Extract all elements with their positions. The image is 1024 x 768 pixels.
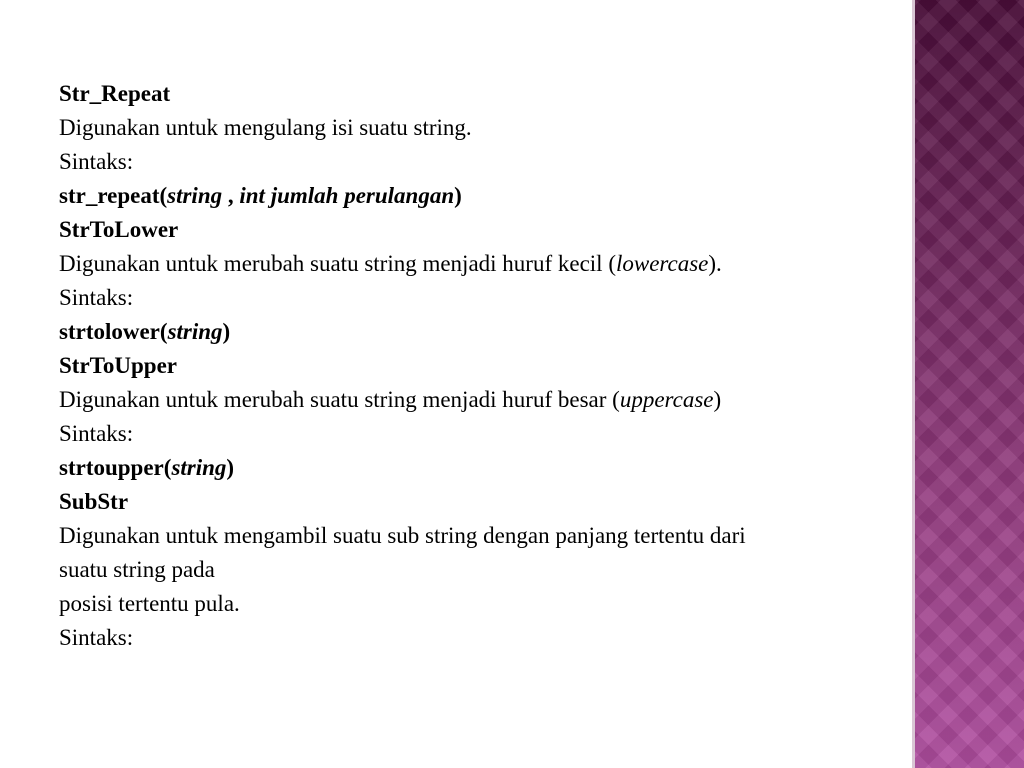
description-text: ) [713, 387, 722, 412]
description-emphasis: uppercase [619, 387, 714, 412]
description-substr-line-1: Digunakan untuk mengambil suatu sub string dengan panjang tertentu dari [59, 523, 746, 548]
syntax-strtolower [59, 315, 909, 349]
heading-substr: SubStr [59, 489, 129, 514]
side-panel-edge [912, 0, 915, 768]
syntax-strtoupper [59, 451, 909, 485]
description-strtolower [59, 247, 909, 281]
syntax-close: ) [454, 183, 462, 208]
syntax-close: ) [222, 319, 231, 344]
description-text: Digunakan untuk merubah suatu string menjadi huruf kecil ( [59, 251, 616, 276]
description-substr-line-3: posisi tertentu pula. [59, 591, 240, 616]
description-emphasis: lowercase [615, 251, 709, 276]
slide-content [59, 77, 909, 655]
syntax-argument: string [167, 319, 223, 344]
heading-str-repeat: Str_Repeat [59, 81, 171, 106]
syntax-label-substr: Sintaks: [59, 625, 134, 650]
syntax-argument: string [171, 455, 227, 480]
syntax-separator: , [222, 183, 240, 208]
syntax-label-str-repeat: Sintaks: [59, 149, 134, 174]
heading-strtoupper: StrToUpper [59, 353, 177, 378]
heading-strtolower: StrToLower [59, 217, 179, 242]
decorative-side-panel [912, 0, 1024, 768]
description-substr-line-2: suatu string pada [59, 557, 215, 582]
syntax-label-strtolower: Sintaks: [59, 285, 134, 310]
syntax-close: ) [226, 455, 235, 480]
description-text: ). [708, 251, 722, 276]
syntax-argument: int jumlah perulangan [239, 183, 455, 208]
description-strtoupper [59, 383, 909, 417]
syntax-function: str_repeat( [59, 183, 168, 208]
syntax-function: strtoupper( [59, 455, 172, 480]
description-str-repeat: Digunakan untuk mengulang isi suatu string. [59, 115, 472, 140]
syntax-label-strtoupper: Sintaks: [59, 421, 134, 446]
syntax-argument: string [167, 183, 223, 208]
syntax-str-repeat [59, 179, 909, 213]
description-text: Digunakan untuk merubah suatu string menjadi huruf besar ( [59, 387, 620, 412]
syntax-function: strtolower( [59, 319, 168, 344]
